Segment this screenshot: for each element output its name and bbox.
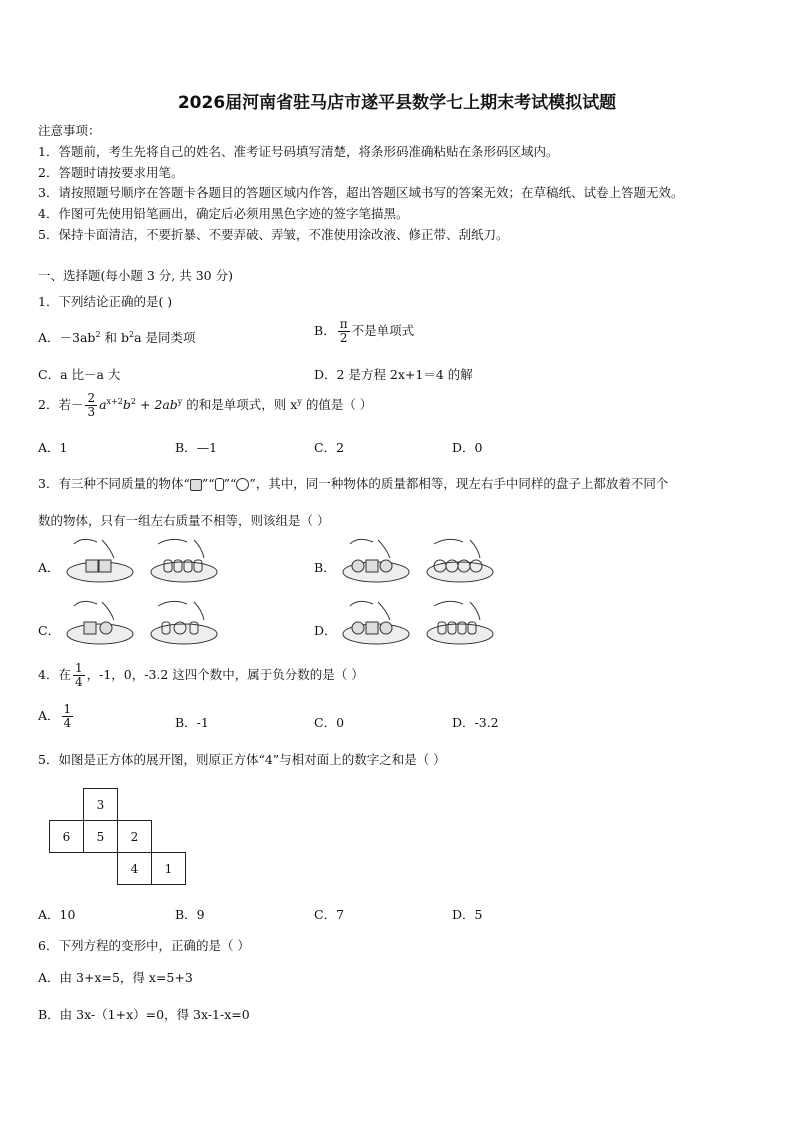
- net-cell: 1: [151, 852, 186, 885]
- q5-option-a: A．10: [38, 907, 76, 922]
- q2-option-a: A．1: [38, 440, 68, 455]
- section-heading: 一、选择题(每小题 3 分, 共 30 分): [38, 268, 233, 283]
- balance-image-c: [62, 598, 224, 654]
- q3-option-b-label: B．: [314, 560, 336, 575]
- question-2-stem: 2．若－ $\frac{2}{3}$ $a^{x+2}b^2 + 2ab^y$ 的和是单项式，则 $x^y$ 的值是（ ）: [38, 391, 373, 419]
- net-cell: 3: [83, 788, 118, 821]
- net-cell: 5: [83, 820, 118, 853]
- q4-option-c: C．0: [314, 715, 345, 730]
- net-cell: 4: [117, 852, 152, 885]
- q2-option-c: C．2: [314, 440, 345, 455]
- q1-option-c: C．a 比－a 大: [38, 367, 121, 382]
- notice-item: 1．答题前，考生先将自己的姓名、准考证号码填写清楚，将条形码准确粘贴在条形码区域内。: [38, 144, 559, 159]
- q5-option-b: B．9: [175, 907, 205, 922]
- question-3-stem-cont: 数的物体，只有一组左右质量不相等，则该组是（ ）: [38, 513, 330, 528]
- net-cell: 6: [49, 820, 84, 853]
- question-6-stem: 6．下列方程的变形中，正确的是（ ）: [38, 938, 250, 953]
- ball-icon: [236, 478, 249, 491]
- q6-option-a: A．由 3+x=5，得 x=5+3: [38, 970, 193, 985]
- page-title: 2026届河南省驻马店市遂平县数学七上期末考试模拟试题: [177, 93, 617, 113]
- q2-option-d: D．0: [452, 440, 483, 455]
- q4-option-a: A． $\frac{1}{4}$: [38, 702, 72, 730]
- notice-item: 2．答题时请按要求用笔。: [38, 165, 184, 180]
- net-cell: 2: [117, 820, 152, 853]
- q4-option-d: D．-3.2: [452, 715, 499, 730]
- q3-option-d-label: D．: [314, 623, 337, 638]
- question-3-stem: 3．有三种不同质量的物体“ ”“ ”“ ”，其中，同一种物体的质量都相等，现左右手中同样的盘子上都放着不同个: [38, 476, 669, 491]
- q1-option-d: D．2 是方程 2x+1＝4 的解: [314, 367, 473, 382]
- question-5-stem: 5．如图是正方体的展开图，则原正方体“4”与相对面上的数字之和是（ ）: [38, 752, 446, 767]
- q3-option-c-label: C．: [38, 623, 61, 638]
- cylinder-icon: [215, 478, 224, 491]
- balance-image-b: [338, 536, 500, 592]
- q1-option-b: B． $\frac{\pi}{2}$ 不是单项式: [314, 317, 415, 345]
- notice-item: 4．作图可先使用铅笔画出，确定后必须用黑色字迹的签字笔描黑。: [38, 206, 409, 221]
- q5-option-c: C．7: [314, 907, 345, 922]
- notice-item: 3．请按照题号顺序在答题卡各题目的答题区域内作答，超出答题区域书写的答案无效；在草稿纸、试卷上答题无效。: [38, 185, 684, 200]
- cube-icon: [190, 479, 202, 491]
- balance-image-d: [338, 598, 500, 654]
- question-1-stem: 1．下列结论正确的是( ): [38, 294, 173, 309]
- notice-item: 5．保持卡面清洁，不要折暴、不要弄破、弄皱，不准使用涂改液、修正带、刮纸刀。: [38, 227, 509, 242]
- notice-heading: 注意事项：: [38, 123, 101, 138]
- question-4-stem: 4．在 $\frac{1}{4}$ ，-1，0，-3.2 这四个数中，属于负分数的是（ ）: [38, 661, 364, 689]
- q6-option-b: B．由 3x-（1+x）=0，得 3x-1-x=0: [38, 1007, 250, 1022]
- q5-option-d: D．5: [452, 907, 483, 922]
- q3-option-a-label: A．: [38, 560, 60, 575]
- balance-image-a: [62, 536, 224, 592]
- q2-option-b: B．—1: [175, 440, 218, 455]
- q1-option-a: A．$-3ab^2$ 和 $b^2a$ 是同类项: [38, 329, 196, 345]
- q4-option-b: B．-1: [175, 715, 209, 730]
